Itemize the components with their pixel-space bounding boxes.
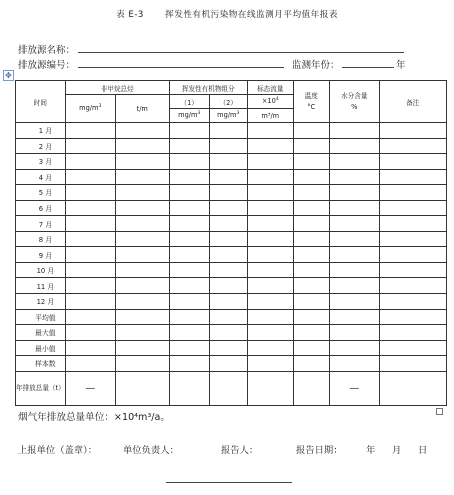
data-cell[interactable] [293,294,329,310]
data-cell[interactable] [247,340,293,356]
data-cell[interactable] [293,325,329,341]
data-cell[interactable] [169,247,209,263]
data-cell[interactable] [247,356,293,372]
data-cell[interactable] [65,169,115,185]
data-cell[interactable] [169,262,209,278]
data-cell[interactable] [169,325,209,341]
data-cell[interactable] [65,340,115,356]
table-code: 表 E-3 [116,10,144,20]
data-cell[interactable] [329,309,379,325]
footer-year: 年 [366,445,376,456]
data-cell[interactable] [209,340,247,356]
table-row [16,138,447,154]
data-cell[interactable] [209,325,247,341]
table-row [16,231,447,247]
data-cell[interactable] [65,138,115,154]
data-cell[interactable] [379,185,446,201]
data-cell[interactable] [65,185,115,201]
data-cell[interactable] [115,216,169,232]
data-cell[interactable] [65,356,115,372]
data-cell[interactable] [293,216,329,232]
data-cell[interactable] [247,200,293,216]
voc-sub1: （1） [169,95,209,109]
unit-note: 烟气年排放总量单位：×10⁴m³/a。 [18,412,170,423]
data-cell[interactable] [293,278,329,294]
annual-cell[interactable] [209,371,247,405]
flow-unit-bottom: m³/m [247,109,293,123]
data-cell[interactable] [169,138,209,154]
data-cell[interactable] [329,294,379,310]
data-cell[interactable] [329,216,379,232]
data-cell[interactable] [115,294,169,310]
unit-mgm: $mg/m^3$ [65,95,115,123]
voc-unit-2: $mg/m^3$ [209,109,247,123]
year-suffix: 年 [396,60,406,71]
year-label: 监测年份： [292,60,340,71]
row-label: 平均值 [16,309,66,325]
footer-leader: 单位负责人： [123,445,179,456]
data-cell[interactable] [115,325,169,341]
data-cell[interactable] [115,247,169,263]
data-cell[interactable] [293,200,329,216]
data-cell[interactable] [293,262,329,278]
table-title: 挥发性有机污染物在线监测月平均值年报表 [165,10,338,20]
data-cell[interactable] [329,123,379,139]
table-move-handle-icon[interactable]: ✥ [3,70,14,81]
footer-date: 报告日期： [296,445,343,456]
data-cell[interactable] [329,185,379,201]
data-cell[interactable] [209,309,247,325]
row-label: 6 月 [16,200,66,216]
data-cell[interactable] [379,169,446,185]
data-cell[interactable] [115,278,169,294]
bottom-line [166,482,292,483]
data-cell[interactable] [379,154,446,170]
data-cell[interactable] [169,123,209,139]
report-title [0,8,454,20]
unit-th: t/m [115,95,169,123]
flow-unit-top: $\times 10^4$ [247,95,293,109]
data-cell[interactable] [115,154,169,170]
data-cell[interactable] [169,200,209,216]
data-cell[interactable] [115,169,169,185]
year-field[interactable] [342,67,394,68]
data-cell[interactable] [65,294,115,310]
data-cell[interactable] [293,169,329,185]
table-row [16,185,447,201]
data-cell[interactable] [247,123,293,139]
data-cell[interactable] [209,200,247,216]
data-cell[interactable] [209,123,247,139]
row-label: 12 月 [16,294,66,310]
data-cell[interactable] [329,356,379,372]
data-cell[interactable] [329,154,379,170]
data-cell[interactable] [115,309,169,325]
data-cell[interactable] [209,247,247,263]
data-cell[interactable] [379,231,446,247]
data-cell[interactable] [247,278,293,294]
data-cell[interactable] [115,200,169,216]
data-cell[interactable] [247,138,293,154]
data-cell[interactable] [169,216,209,232]
data-cell[interactable] [65,123,115,139]
table-row [16,247,447,263]
data-cell[interactable] [115,138,169,154]
data-cell[interactable] [209,231,247,247]
annual-total-label: 年排放总量（t） [16,371,66,405]
data-cell[interactable] [293,138,329,154]
header-time: 时间 [16,81,66,123]
data-cell[interactable] [115,356,169,372]
data-cell[interactable] [169,231,209,247]
table-row [16,309,447,325]
header-voc-components: 挥发性有机物组分 [169,81,247,95]
source-name-field[interactable] [78,52,404,53]
data-cell[interactable] [209,185,247,201]
table-row [16,154,447,170]
data-cell[interactable] [247,262,293,278]
row-label: 1 月 [16,123,66,139]
data-cell[interactable] [65,231,115,247]
data-cell[interactable] [209,169,247,185]
data-cell[interactable] [115,262,169,278]
data-cell[interactable] [293,340,329,356]
footer-unit: 上报单位（盖章）： [18,445,98,456]
table-row [16,216,447,232]
table-row [16,200,447,216]
annual-cell[interactable] [293,371,329,405]
data-cell[interactable] [293,123,329,139]
data-cell[interactable] [247,294,293,310]
header-flow: 标态流量 [247,81,293,95]
voc-sub2: （2） [209,95,247,109]
data-cell[interactable] [329,247,379,263]
data-cell[interactable] [379,309,446,325]
voc-unit-1: $mg/m^3$ [169,109,209,123]
data-cell[interactable] [379,216,446,232]
data-cell[interactable] [247,247,293,263]
row-label: 11 月 [16,278,66,294]
data-cell[interactable] [379,340,446,356]
table-row [16,294,447,310]
data-cell[interactable] [65,247,115,263]
report-table [15,80,447,406]
header-temperature: 温度 °C [293,81,329,123]
data-cell[interactable] [209,154,247,170]
row-label: 5 月 [16,185,66,201]
table-row [16,262,447,278]
data-cell[interactable] [379,325,446,341]
data-cell[interactable] [169,294,209,310]
data-cell[interactable] [209,262,247,278]
data-cell[interactable] [329,169,379,185]
data-cell[interactable] [247,169,293,185]
source-no-label: 排放源编号： [18,60,76,71]
data-cell[interactable] [169,309,209,325]
data-cell[interactable] [379,247,446,263]
header-moisture: 水分含量 % [329,81,379,123]
annual-cell[interactable] [115,371,169,405]
resize-handle[interactable] [436,408,443,415]
annual-dash: — [329,371,379,405]
annual-cell[interactable] [379,371,446,405]
row-label: 8 月 [16,231,66,247]
data-cell[interactable] [247,185,293,201]
data-cell[interactable] [329,278,379,294]
data-cell[interactable] [115,231,169,247]
row-label: 样本数 [16,356,66,372]
data-cell[interactable] [329,262,379,278]
data-cell[interactable] [65,309,115,325]
data-cell[interactable] [379,138,446,154]
data-cell[interactable] [247,231,293,247]
data-cell[interactable] [169,340,209,356]
data-cell[interactable] [293,356,329,372]
row-label: 10 月 [16,262,66,278]
data-cell[interactable] [65,154,115,170]
annual-cell[interactable] [247,371,293,405]
data-cell[interactable] [379,294,446,310]
annual-dash: — [65,371,115,405]
data-cell[interactable] [329,325,379,341]
data-cell[interactable] [329,138,379,154]
table-row [16,356,447,372]
data-cell[interactable] [247,154,293,170]
header-remark: 备注 [379,81,446,123]
source-no-field[interactable] [78,67,284,68]
data-cell[interactable] [209,278,247,294]
data-cell[interactable] [379,123,446,139]
data-cell[interactable] [209,294,247,310]
footer-month: 月 [392,445,402,456]
data-cell[interactable] [293,231,329,247]
data-cell[interactable] [293,309,329,325]
row-label: 4 月 [16,169,66,185]
data-cell[interactable] [379,200,446,216]
data-cell[interactable] [169,169,209,185]
data-cell[interactable] [169,185,209,201]
data-cell[interactable] [169,154,209,170]
table-row [16,169,447,185]
table-row [16,278,447,294]
data-cell[interactable] [329,231,379,247]
data-cell[interactable] [379,262,446,278]
source-name-label: 排放源名称： [18,45,76,56]
footer-reporter: 报告人： [221,445,259,456]
table-row [16,325,447,341]
row-label: 最大值 [16,325,66,341]
data-cell[interactable] [115,185,169,201]
data-cell[interactable] [115,340,169,356]
table-body [16,81,447,406]
row-label: 2 月 [16,138,66,154]
row-label: 9 月 [16,247,66,263]
data-cell[interactable] [209,356,247,372]
row-label: 7 月 [16,216,66,232]
data-cell[interactable] [293,185,329,201]
annual-total-row [16,371,447,405]
data-cell[interactable] [65,278,115,294]
data-cell[interactable] [293,154,329,170]
table-row [16,340,447,356]
footer-day: 日 [418,445,428,456]
data-cell[interactable] [65,262,115,278]
data-cell[interactable] [65,200,115,216]
data-cell[interactable] [247,216,293,232]
data-cell[interactable] [65,216,115,232]
data-cell[interactable] [247,325,293,341]
data-cell[interactable] [379,356,446,372]
data-cell[interactable] [293,247,329,263]
row-label: 最小值 [16,340,66,356]
data-cell[interactable] [247,309,293,325]
data-cell[interactable] [65,325,115,341]
data-cell[interactable] [329,340,379,356]
data-cell[interactable] [379,278,446,294]
header-emission-rate: 非甲烷总烃 [65,81,169,95]
data-cell[interactable] [209,216,247,232]
data-cell[interactable] [115,123,169,139]
annual-cell[interactable] [169,371,209,405]
row-label: 3 月 [16,154,66,170]
data-cell[interactable] [169,356,209,372]
data-cell[interactable] [329,200,379,216]
data-cell[interactable] [169,278,209,294]
table-row [16,123,447,139]
data-cell[interactable] [209,138,247,154]
